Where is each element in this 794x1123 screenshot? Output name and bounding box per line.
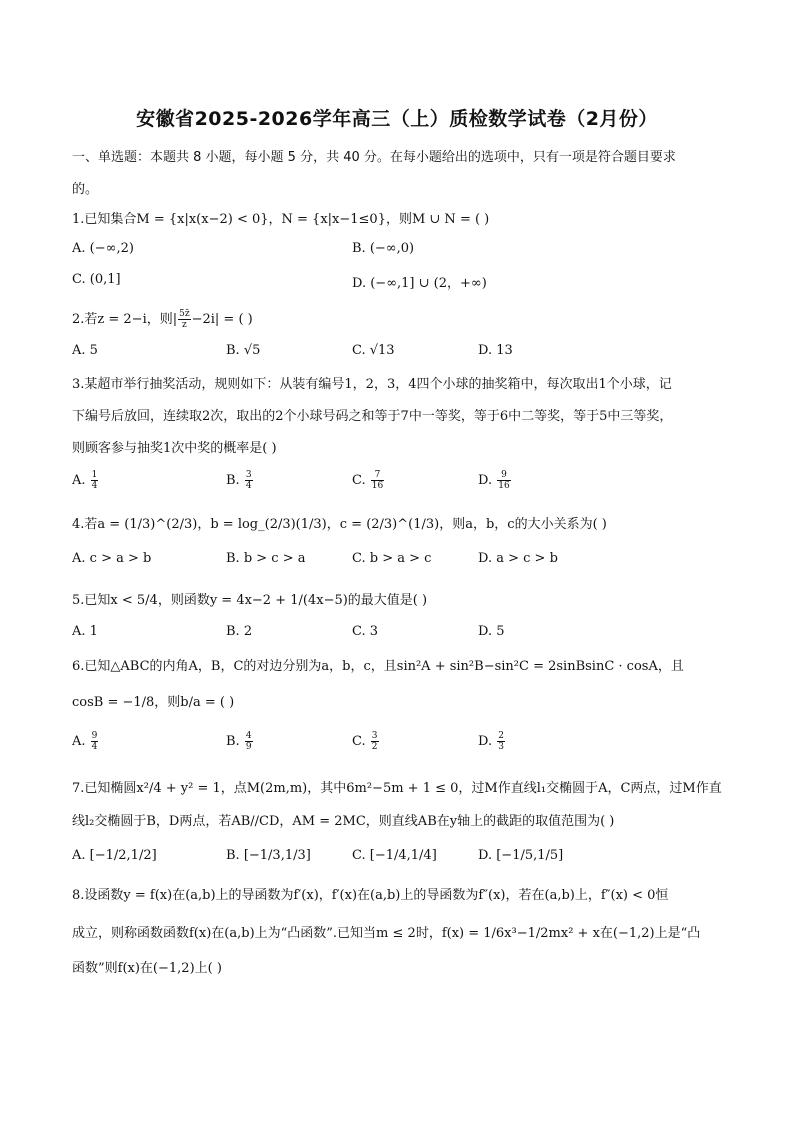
frac-den: 2 — [371, 742, 378, 752]
frac-num: 3 — [245, 470, 252, 480]
q5-option-b: B. 2 — [226, 624, 253, 639]
frac-den: 4 — [91, 742, 98, 752]
q1-option-b: B. (−∞,0) — [352, 241, 415, 256]
frac-num: 7 — [371, 470, 384, 481]
frac-num: 1 — [91, 470, 98, 480]
section-heading-line1: 一、单选题：本题共 8 小题，每小题 5 分，共 40 分。在每小题给出的选项中，只有一项是符合题目要求 — [72, 150, 676, 165]
q7-option-a: A. [−1/2,1/2] — [72, 848, 157, 863]
frac-den: 16 — [498, 481, 510, 491]
frac-num: 3 — [371, 731, 378, 741]
q2-fraction — [178, 309, 190, 330]
q6-option-a-label: A. — [72, 734, 86, 749]
q3-stem-line3: 则顾客参与抽奖1次中奖的概率是( ) — [72, 441, 277, 456]
q6-option-c-frac — [371, 731, 379, 752]
q7-option-b: B. [−1/3,1/3] — [226, 848, 311, 863]
q8-stem-line3: 函数”则f(x)在(−1,2)上( ) — [72, 961, 222, 976]
q2-stem — [72, 308, 722, 330]
q5-option-a: A. 1 — [72, 624, 98, 639]
q6-option-c — [352, 731, 380, 752]
q3-option-a-frac — [91, 470, 99, 491]
q2-stem-post: −2i| = ( ) — [191, 312, 253, 327]
q6-stem-line1: 6.已知△ABC的内角A，B，C的对边分别为a，b，c，且sin²A + sin²B−sin²C = 2sinBsinC · cosA，且 — [72, 659, 684, 674]
q7-option-d: D. [−1/5,1/5] — [478, 848, 564, 863]
q3-stem-line2: 下编号后放回，连续取2次，取出的2个小球号码之和等于7中一等奖，等于6中二等奖，等于5中三等奖， — [72, 409, 673, 424]
q8-stem-line1: 8.设函数y = f(x)在(a,b)上的导函数为f′(x)，f′(x)在(a,b)上的导函数为f″(x)，若在(a,b)上，f″(x) < 0恒 — [72, 888, 669, 903]
frac-den: 9 — [245, 742, 252, 752]
q1-option-c: C. (0,1] — [72, 272, 121, 287]
q7-stem-line1: 7.已知椭圆x²/4 + y² = 1，点M(2m,m)，其中6m²−5m + 1 ≤ 0，过M作直线l₁交椭圆于A，C两点，过M作直 — [72, 781, 722, 796]
q6-option-d — [478, 731, 506, 752]
q3-option-c-label: C. — [352, 473, 366, 488]
q6-stem-line2: cosB = −1/8，则b/a = ( ) — [72, 695, 235, 710]
q3-option-a-label: A. — [72, 473, 86, 488]
q4-option-a: A. c > a > b — [72, 551, 152, 566]
q1-option-a: A. (−∞,2) — [72, 241, 134, 256]
q6-option-a-frac — [91, 731, 99, 752]
frac-num: 2 — [498, 731, 504, 741]
q5-stem: 5.已知x < 5/4，则函数y = 4x−2 + 1/(4x−5)的最大值是( ) — [72, 593, 428, 608]
q2-frac-num: 5z̄ — [179, 309, 190, 319]
q5-option-d: D. 5 — [478, 624, 505, 639]
q5-option-c: C. 3 — [352, 624, 379, 639]
frac-den: 3 — [498, 742, 504, 752]
q7-option-c: C. [−1/4,1/4] — [352, 848, 437, 863]
q2-option-c: C. √13 — [352, 343, 395, 358]
q3-option-c — [352, 470, 385, 491]
frac-den: 4 — [245, 481, 252, 491]
frac-num: 4 — [245, 731, 252, 741]
q3-option-d-frac — [497, 470, 510, 491]
q1-option-d: D. (−∞,1] ∪ (2，+∞) — [352, 276, 487, 291]
q6-option-c-label: C. — [352, 734, 366, 749]
q3-option-b-frac — [245, 470, 253, 491]
q3-stem-line1: 3.某超市举行抽奖活动，规则如下：从装有编号1，2，3，4四个小球的抽奖箱中，每次取出1个小球，记 — [72, 377, 672, 392]
q6-option-a — [72, 731, 99, 752]
q4-option-d: D. a > c > b — [478, 551, 558, 566]
q6-option-b — [226, 731, 254, 752]
q4-option-b: B. b > c > a — [226, 551, 306, 566]
q7-stem-line2: 线l₂交椭圆于B，D两点，若AB//CD，AM = 2MC，则直线AB在y轴上的截距的取值范围为( ) — [72, 814, 615, 829]
q2-frac-den: z — [181, 320, 187, 330]
q2-option-a: A. 5 — [72, 343, 98, 358]
q1-stem: 1.已知集合M = {x|x(x−2) < 0}，N = {x|x−1≤0}，则M ∪ N = ( ) — [72, 212, 490, 227]
q6-option-d-frac — [497, 731, 505, 752]
q3-option-c-frac — [371, 470, 384, 491]
q2-option-d: D. 13 — [478, 343, 513, 358]
frac-num: 9 — [91, 731, 98, 741]
exam-title: 安徽省2025-2026学年高三（上）质检数学试卷（2月份） — [136, 108, 658, 130]
section-heading-line2: 的。 — [72, 182, 99, 197]
q2-option-b: B. √5 — [226, 343, 261, 358]
q4-option-c: C. b > a > c — [352, 551, 432, 566]
q3-option-a — [72, 470, 99, 491]
q6-option-b-frac — [245, 731, 253, 752]
frac-num: 9 — [497, 470, 510, 481]
q4-stem: 4.若a = (1/3)^(2/3)，b = log_(2/3)(1/3)，c = (2/3)^(1/3)，则a，b，c的大小关系为( ) — [72, 517, 607, 532]
q6-option-b-label: B. — [226, 734, 240, 749]
q8-stem-line2: 成立，则称函数函数f(x)在(a,b)上为“凸函数”.已知当m ≤ 2时，f(x) = 1/6x³−1/2mx² + x在(−1,2)上是“凸 — [72, 926, 701, 941]
q2-stem-pre: 2.若z = 2−i，则| — [72, 312, 178, 327]
q3-option-d — [478, 470, 512, 491]
frac-den: 16 — [371, 481, 384, 491]
q3-option-b-label: B. — [226, 473, 240, 488]
frac-den: 4 — [91, 481, 98, 491]
q3-option-b — [226, 470, 254, 491]
q3-option-d-label: D. — [478, 473, 493, 488]
q6-option-d-label: D. — [478, 734, 493, 749]
